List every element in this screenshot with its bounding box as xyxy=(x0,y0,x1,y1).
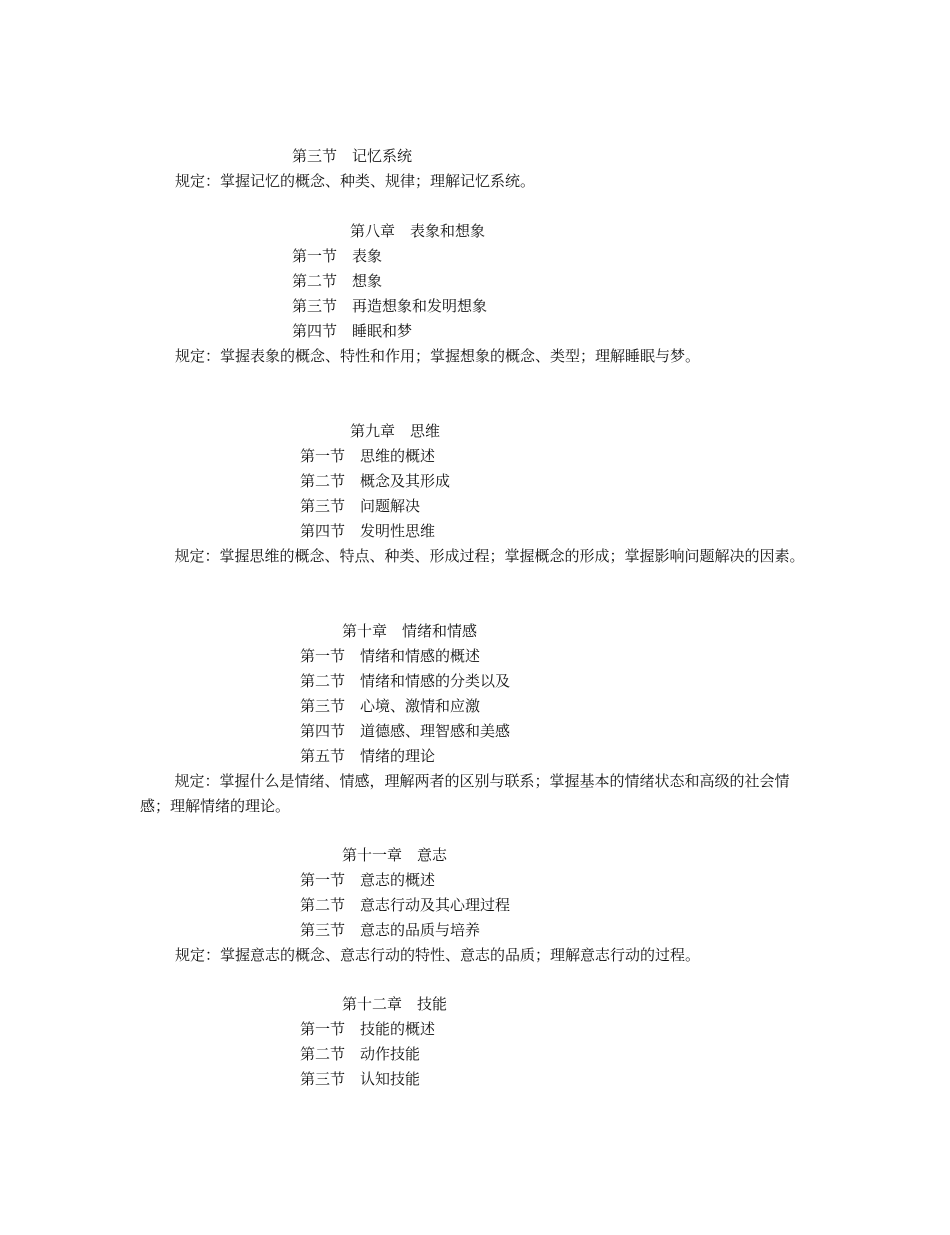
section-heading: 第二节 想象 xyxy=(292,272,383,290)
section-heading: 第三节 认知技能 xyxy=(300,1070,421,1088)
section-heading: 第一节 思维的概述 xyxy=(300,447,436,465)
section-heading: 第五节 情绪的理论 xyxy=(300,747,436,765)
chapter-heading: 第九章 思维 xyxy=(350,422,441,440)
section-heading: 第四节 发明性思维 xyxy=(300,522,436,540)
section-heading: 第一节 技能的概述 xyxy=(300,1020,436,1038)
section-heading: 第二节 概念及其形成 xyxy=(300,472,451,490)
section-heading: 第三节 再造想象和发明想象 xyxy=(292,297,488,315)
chapter-requirement: 规定：掌握思维的概念、特点、种类、形成过程；掌握概念的形成；掌握影响问题解决的因素。 xyxy=(174,547,805,565)
section-heading: 第三节 问题解决 xyxy=(300,497,421,515)
chapter-heading: 第十章 情绪和情感 xyxy=(342,622,478,640)
chapter-heading: 第十一章 意志 xyxy=(342,846,448,864)
chapter-requirement: 规定：掌握什么是情绪、情感，理解两者的区别与联系；掌握基本的情绪状态和高级的社会情感；理解情绪的理论。 xyxy=(140,772,790,815)
chapter-requirement: 规定：掌握意志的概念、意志行动的特性、意志的品质；理解意志行动的过程。 xyxy=(175,946,701,964)
section-heading: 第三节 心境、激情和应激 xyxy=(300,697,481,715)
chapter-heading: 第八章 表象和想象 xyxy=(350,222,486,240)
section-heading: 第二节 意志行动及其心理过程 xyxy=(300,896,511,914)
chapter-requirement: 规定：掌握表象的概念、特性和作用；掌握想象的概念、类型；理解睡眠与梦。 xyxy=(175,347,701,365)
section-heading: 第二节 动作技能 xyxy=(300,1045,421,1063)
section-heading: 第二节 情绪和情感的分类以及 xyxy=(300,672,511,690)
section-heading: 第四节 道德感、理智感和美感 xyxy=(300,722,511,740)
chapter-requirement: 规定：掌握记忆的概念、种类、规律；理解记忆系统。 xyxy=(175,172,536,190)
section-heading: 第三节 记忆系统 xyxy=(292,147,413,165)
section-heading: 第一节 情绪和情感的概述 xyxy=(300,647,481,665)
section-heading: 第三节 意志的品质与培养 xyxy=(300,921,481,939)
section-heading: 第四节 睡眠和梦 xyxy=(292,322,413,340)
chapter-heading: 第十二章 技能 xyxy=(342,995,448,1013)
section-heading: 第一节 意志的概述 xyxy=(300,871,436,889)
section-heading: 第一节 表象 xyxy=(292,247,383,265)
